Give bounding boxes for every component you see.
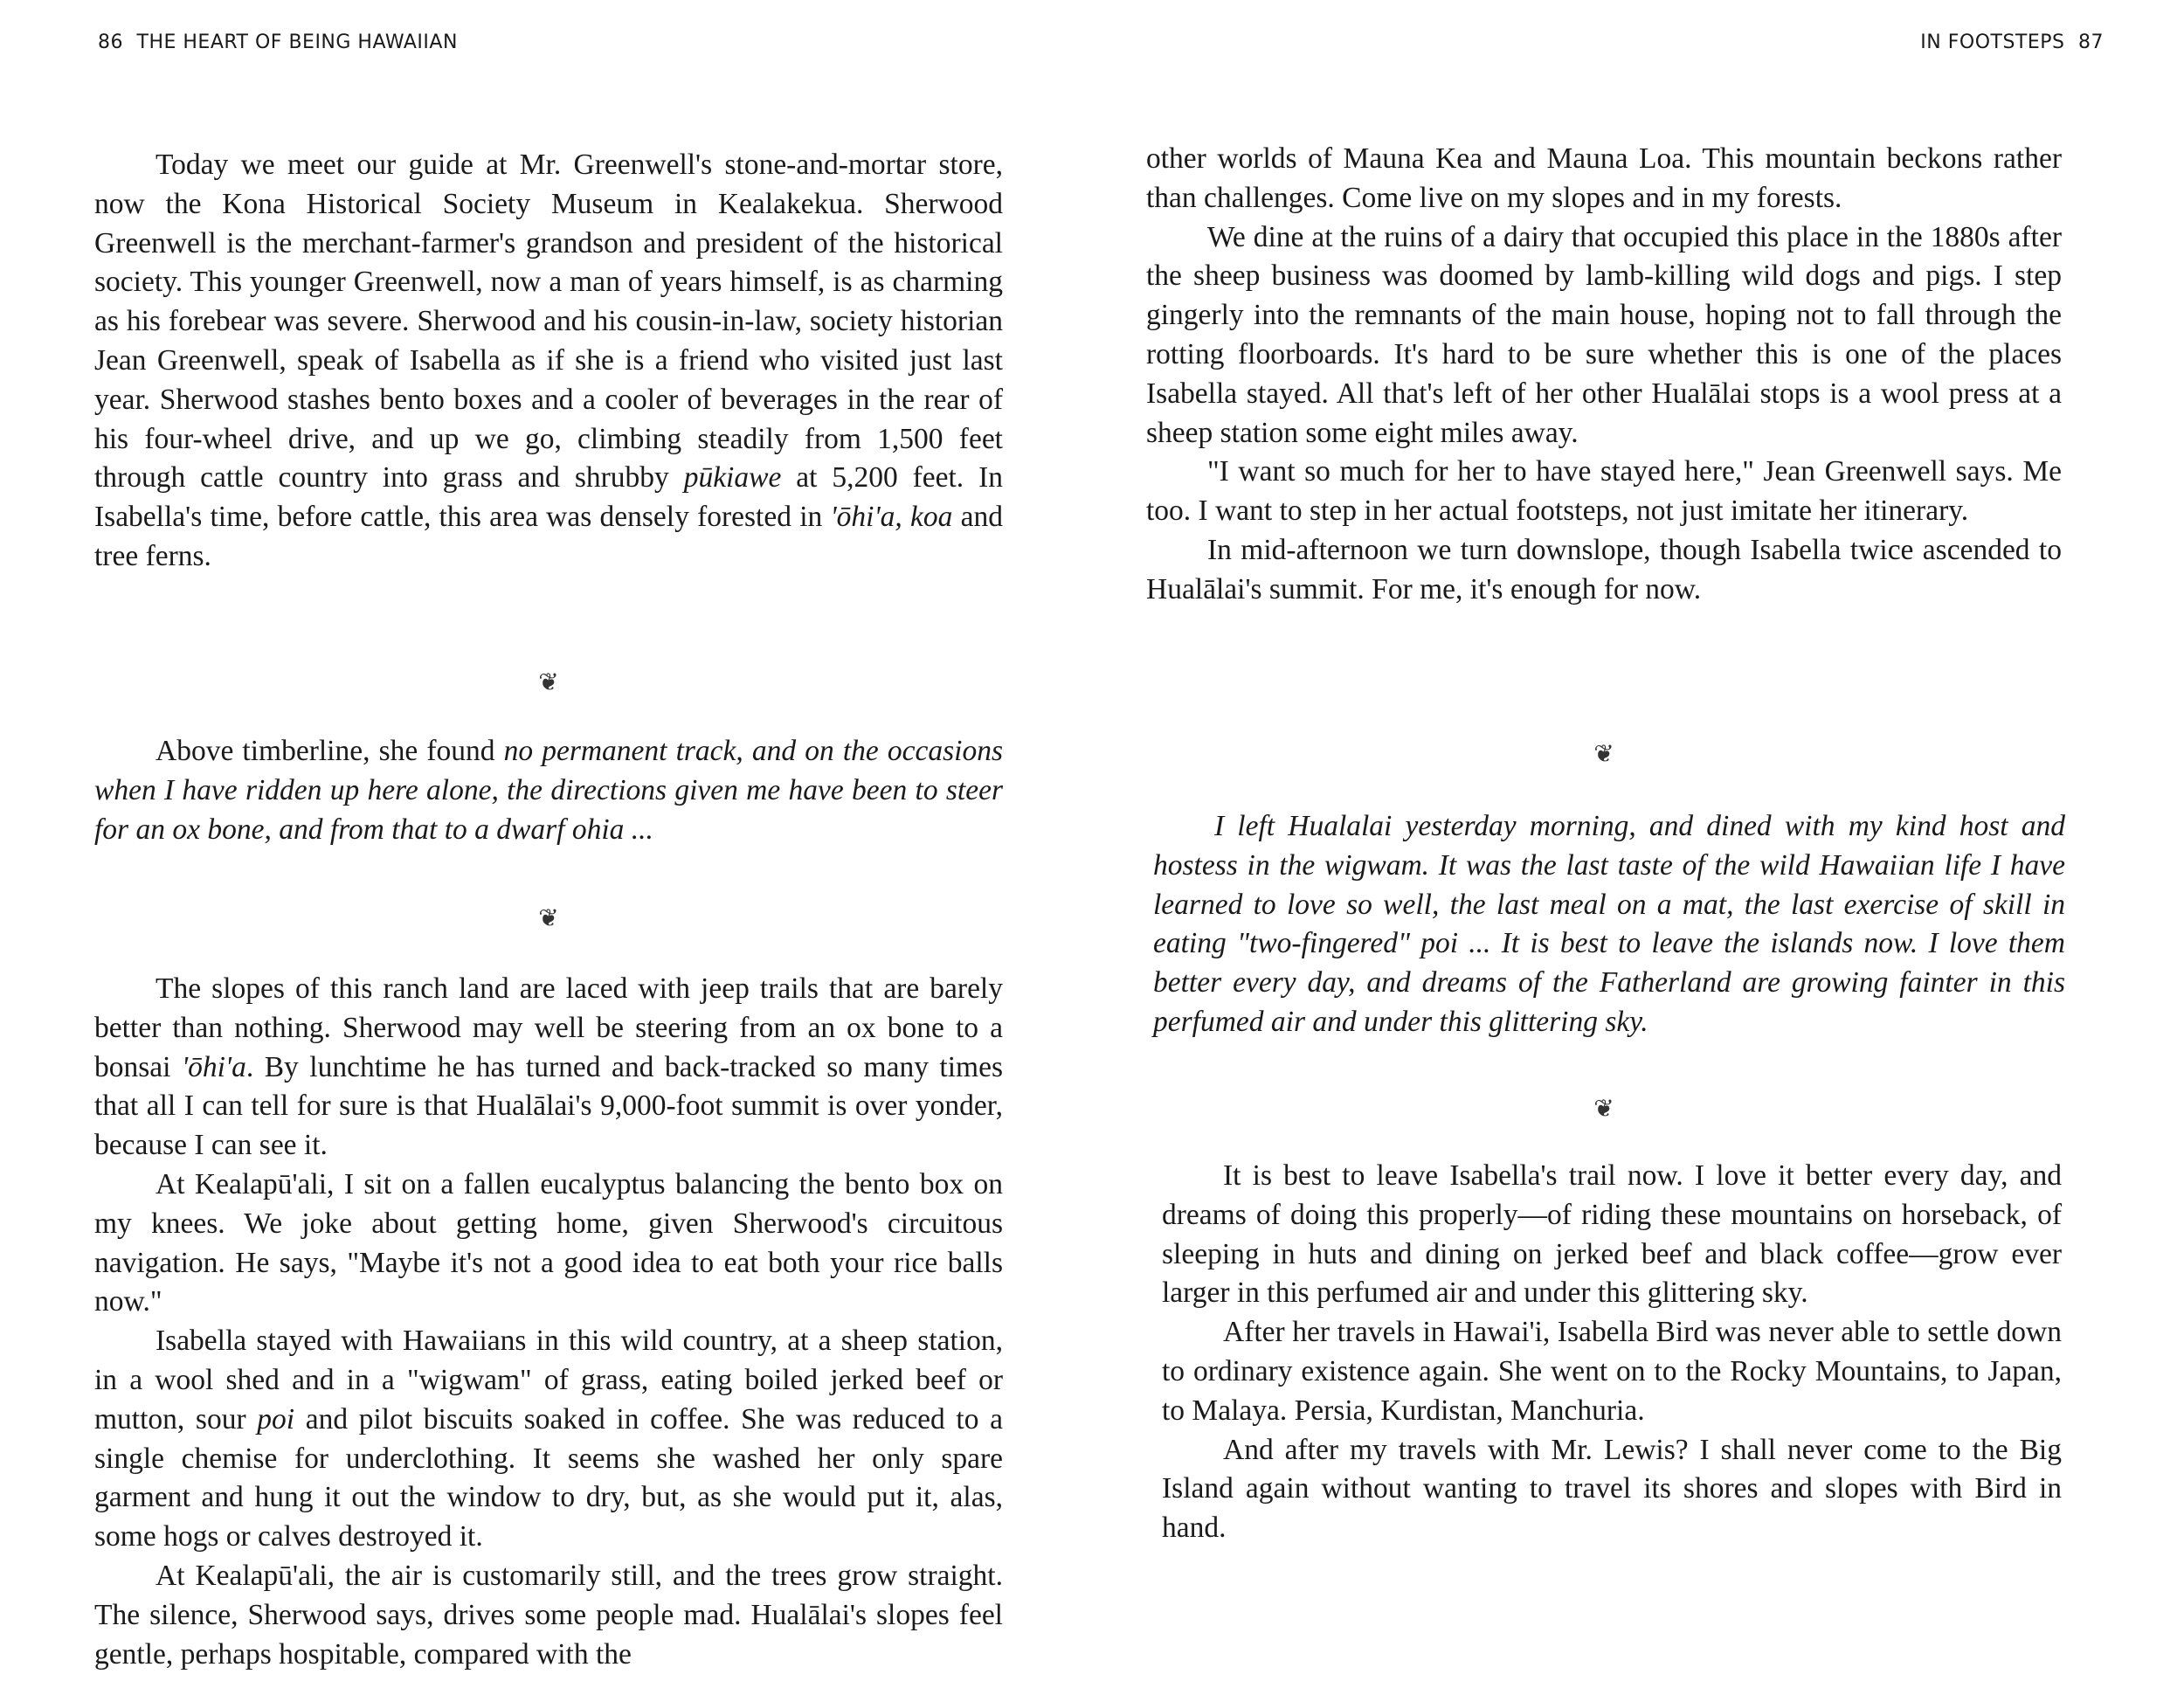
right-quote-block <box>1153 807 2065 1042</box>
italic-term: 'ōhi'a, koa <box>830 501 953 534</box>
text-run: and tree ferns. <box>94 501 1003 572</box>
text-run: and pilot biscuits soaked in coffee. She was reduced to a single chemise for underclothing. It seems she washed her only spare garment and hung it out the window to dry, but, as she would put it, alas, some hogs or calves destroyed it. <box>94 1402 1003 1553</box>
right-section-1 <box>1146 140 2062 610</box>
right-paragraph-2: We dine at the ruins of a dairy that occupied this place in the 1880s after the sheep business was doomed by lamb-killing wild dogs and pigs. I step gingerly into the remnants of the main house, hoping not to fall through the rotting floorboards. It's hard to be sure whether this is one of the places Isabella stayed. All that's left of her other Hualālai stops is a wool press at a sheep station some eight miles away. <box>1146 220 2062 449</box>
right-paragraph-4: In mid-afternoon we turn downslope, though Isabella twice ascended to Hualālai's summit. For me, it's enough for now. <box>1146 533 2062 605</box>
left-paragraph-3: At Kealapū'ali, I sit on a fallen eucalyptus balancing the bento box on my knees. We joke about getting home, given Sherwood's circuitous navigation. He says, "Maybe it's not a good idea to eat both your rice balls now." <box>94 1167 1003 1318</box>
right-running-title: IN FOOTSTEPS <box>1920 31 2065 53</box>
left-page-number: 86 <box>98 31 123 53</box>
text-run: Today we meet our guide at Mr. Greenwell's stone-and-mortar store, now the Kona Historical Society Museum in Kealakekua. Sherwood Greenwell is the merchant-farmer's grandson and president of the historical society. This younger Greenwell, now a man of years himself, is as charming as his forebear was severe. Sherwood and his cousin-in-law, society historian Jean Greenwell, speak of Isabella as if she is a friend who visited just last year. Sherwood stashes bento boxes and a cooler of beverages in the rear of his four-wheel drive, and up we go, climbing steadily from 1,500 feet through cattle country into grass and shrubby <box>94 149 1003 495</box>
right-paragraph-5: It is best to leave Isabella's trail now. I love it better every day, and dreams of doing this properly—of riding these mountains on horseback, of sleeping in huts and dining on jerked beef and black coffee—grow ever larger in this perfumed air and under this glittering sky. <box>1162 1159 2062 1310</box>
right-paragraph-7: And after my travels with Mr. Lewis? I shall never come to the Big Island again without wanting to travel its shores and slopes with Bird in hand. <box>1162 1433 2062 1545</box>
left-paragraph-2 <box>94 970 1003 1166</box>
italic-term: pūkiawe <box>683 461 782 495</box>
left-section-2 <box>94 732 1003 849</box>
right-running-head <box>1920 31 2111 53</box>
left-paragraph-5: At Kealapū'ali, the air is customarily still, and the trees grow straight. The silence, Sherwood says, drives some people mad. Hualālai's slopes feel gentle, perhaps hospitable, compared with the <box>94 1559 1003 1671</box>
italic-term: poi <box>257 1402 295 1435</box>
italic-quote: no permanent track, and on the occasions when I have ridden up here alone, the directions given me have been to steer for an ox bone, and from that to a dwarf ohia ... <box>94 735 1003 846</box>
right-paragraph-6: After her travels in Hawai'i, Isabella Bird was never able to settle down to ordinary existence again. She went on to the Rocky Mountains, to Japan, to Malaya. Persia, Kurdistan, Manchuria. <box>1162 1316 2062 1427</box>
left-section-1 <box>94 146 1003 577</box>
right-paragraph-3: "I want so much for her to have stayed here," Jean Greenwell says. Me too. I want to step in her actual footsteps, not just imitate her itinerary. <box>1146 455 2062 528</box>
text-run: The slopes of this ranch land are laced with jeep trails that are barely better than nothing. Sherwood may well be steering from an ox bone to a bonsai <box>94 972 1003 1083</box>
section-ornament: ❦ <box>1593 741 1614 768</box>
left-paragraph-1 <box>94 146 1003 577</box>
right-page-number: 87 <box>2078 31 2104 53</box>
section-ornament: ❦ <box>1593 1096 1614 1123</box>
section-ornament: ❦ <box>538 905 559 932</box>
text-run: . By lunchtime he has turned and back-tracked so many times that all I can tell for sure is that Hualālai's 9,000-foot summit is over yonder, because I can see it. <box>94 1050 1004 1162</box>
text-run: Above timberline, she found <box>156 735 504 767</box>
left-running-title: THE HEART OF BEING HAWAIIAN <box>136 31 458 53</box>
left-paragraph-quote-intro <box>94 732 1003 849</box>
left-section-3 <box>94 970 1003 1674</box>
section-ornament: ❦ <box>538 669 559 696</box>
text-run: Isabella stayed with Hawaiians in this wild country, at a sheep station, in a wool shed and in a "wigwam" of grass, eating boiled jerked beef or mutton, sour <box>94 1325 1003 1435</box>
right-paragraph-1: other worlds of Mauna Kea and Mauna Loa. This mountain beckons rather than challenges. Come live on my slopes and in my forests. <box>1146 142 2062 214</box>
text-run: at 5,200 feet. In Isabella's time, before cattle, this area was densely forested in <box>94 461 1003 534</box>
right-section-2 <box>1162 1157 2062 1548</box>
left-running-head <box>91 31 458 53</box>
right-quote: I left Hualalai yesterday morning, and dined with my kind host and hostess in the wigwam. It was the last taste of the wild Hawaiian life I have learned to love so well, the last meal on a mat, the last exercise of skill in eating "two-fingered" poi ... It is best to leave the islands now. I love them better every day, and dreams of the Fatherland are growing fainter in this perfumed air and under this glittering sky. <box>1153 810 2065 1038</box>
left-paragraph-4 <box>94 1322 1003 1557</box>
italic-term: 'ōhi'a <box>181 1050 246 1083</box>
